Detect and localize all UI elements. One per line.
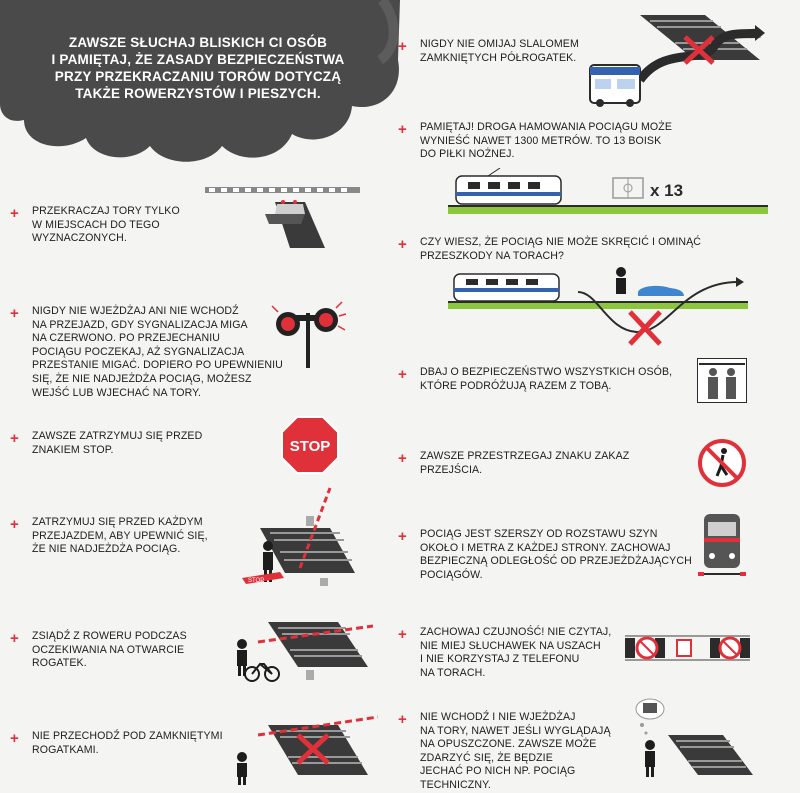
rule-braking-distance	[398, 121, 718, 166]
train-width-icon	[698, 512, 746, 582]
train-cannot-turn-illustration	[448, 262, 748, 357]
plus-icon: +	[398, 626, 407, 643]
rule-dismount-bike	[10, 630, 220, 675]
plus-icon: +	[398, 528, 407, 545]
abandoned-tracks-illustration	[628, 695, 753, 783]
rule-text: POCIĄG JEST SZERSZY OD ROZSTAWU SZYN OKOŁO I METRA Z KAŻDEJ STRONY. ZACHOWAJ BEZPIECZNĄ ODLEGŁOŚĆ OD PRZEJEŻDŻAJĄCYCH POCIĄGÓW.	[420, 528, 692, 581]
rule-text: NIE WCHODŹ I NIE WJEŻDŻAJ NA TORY, NAWET JEŚLI WYGLĄDAJĄ NA OPUSZCZONE. ZAWSZE MOŻE ZDARZYĆ SIĘ, ŻE BĘDZIE JECHAĆ PO NICH NP. POCIĄG TECHNICZNY.	[420, 711, 611, 791]
stop-line-label: STOP	[248, 578, 265, 584]
designated-crossing-illustration	[205, 180, 365, 250]
slalom-illustration	[585, 5, 765, 110]
braking-distance-illustration	[448, 168, 768, 218]
rule-text: NIE PRZECHODŹ POD ZAMKNIĘTYMI ROGATKAMI.	[32, 730, 223, 756]
plus-icon: +	[398, 121, 407, 138]
rule-text: ZSIĄDŹ Z ROWERU PODCZAS OCZEKIWANIA NA OTWARCIE ROGATEK.	[32, 630, 187, 670]
rule-stop-sign	[10, 430, 210, 460]
flashing-signal-icon	[268, 298, 348, 368]
fields-count-label: x 13	[650, 181, 684, 200]
rule-no-slalom	[398, 38, 598, 68]
rule-text: ZAWSZE PRZESTRZEGAJ ZNAKU ZAKAZ PRZEJŚCIA.	[420, 450, 630, 476]
rule-no-under-barriers	[10, 730, 230, 760]
stop-sign-label: STOP	[289, 438, 331, 455]
rule-train-width	[398, 528, 708, 588]
plus-icon: +	[10, 205, 19, 222]
stop-before-crossing-illustration	[240, 478, 360, 588]
rule-abandoned-tracks	[398, 711, 628, 791]
rule-text: ZATRZYMUJ SIĘ PRZED KAŻDYM PRZEJAZDEM, ABY UPEWNIĆ SIĘ, ŻE NIE NADJEŻDŻA POCIĄG.	[32, 516, 208, 556]
dismount-bike-illustration	[228, 612, 373, 687]
plus-icon: +	[398, 38, 407, 55]
rule-designated-crossing	[10, 205, 210, 250]
rule-stop-before-crossing	[10, 516, 230, 561]
rule-text: PRZEKRACZAJ TORY TYLKO W MIEJSCACH DO TEGO WYZNACZONYCH.	[32, 205, 180, 245]
plus-icon: +	[10, 630, 19, 647]
plus-icon: +	[398, 450, 407, 467]
plus-icon: +	[10, 430, 19, 447]
plus-icon: +	[398, 711, 407, 728]
plus-icon: +	[10, 730, 19, 747]
plus-icon: +	[10, 305, 19, 322]
rule-text: ZACHOWAJ CZUJNOŚĆ! NIE CZYTAJ, NIE MIEJ SŁUCHAWEK NA USZACH I NIE KORZYSTAJ Z TELEFONU NA TORACH.	[420, 626, 612, 679]
plus-icon: +	[398, 236, 407, 253]
plus-icon: +	[398, 366, 407, 383]
rule-text: NIGDY NIE OMIJAJ SLALOMEM ZAMKNIĘTYCH PÓŁROGATEK.	[420, 38, 579, 64]
rule-stay-alert	[398, 626, 628, 686]
stay-alert-illustration	[625, 628, 750, 668]
passengers-icon	[697, 358, 747, 403]
plus-icon: +	[10, 516, 19, 533]
header-title: ZAWSZE SŁUCHAJ BLISKICH CI OSÓB I PAMIĘTAJ, ŻE ZASADY BEZPIECZEŃSTWA PRZY PRZEKRACZANIU TORÓW DOTYCZĄ TAKŻE ROWERZYSTÓW I PIESZYCH.	[51, 35, 345, 101]
rule-safety-of-others	[398, 366, 698, 396]
no-entry-pedestrian-icon	[697, 438, 747, 488]
no-under-barriers-illustration	[228, 705, 378, 785]
rule-red-signal	[10, 305, 295, 400]
rule-text: ZAWSZE ZATRZYMUJ SIĘ PRZED ZNAKIEM STOP.	[32, 430, 203, 456]
rule-text: NIGDY NIE WJEŻDŻAJ ANI NIE WCHODŹ NA PRZEJAZD, GDY SYGNALIZACJA MIGA NA CZERWONO. PO PRZEJECHANIU POCIĄGU POCZEKAJ, AŻ SYGNALIZACJA PRZESTANIE MIGAĆ. DOPIERO PO UPEWNIENIU SIĘ, ŻE NIE NADJEŻDŻA POCIĄG, MOŻESZ WEJŚĆ LUB WJECHAĆ NA TORY.	[32, 305, 283, 399]
rule-text: PAMIĘTAJ! DROGA HAMOWANIA POCIĄGU MOŻE WYNIEŚĆ NAWET 1300 METRÓW. TO 13 BOISK DO PIŁKI NOŻNEJ.	[420, 121, 672, 161]
rule-text: CZY WIESZ, ŻE POCIĄG NIE MOŻE SKRĘCIĆ I OMINĄĆ PRZESZKODY NA TORACH?	[420, 236, 702, 262]
rule-no-entry-sign	[398, 450, 648, 480]
stop-sign-icon	[280, 415, 340, 475]
rule-text: DBAJ O BEZPIECZEŃSTWO WSZYSTKICH OSÓB, KTÓRE PODRÓŻUJĄ RAZEM Z TOBĄ.	[420, 366, 673, 392]
